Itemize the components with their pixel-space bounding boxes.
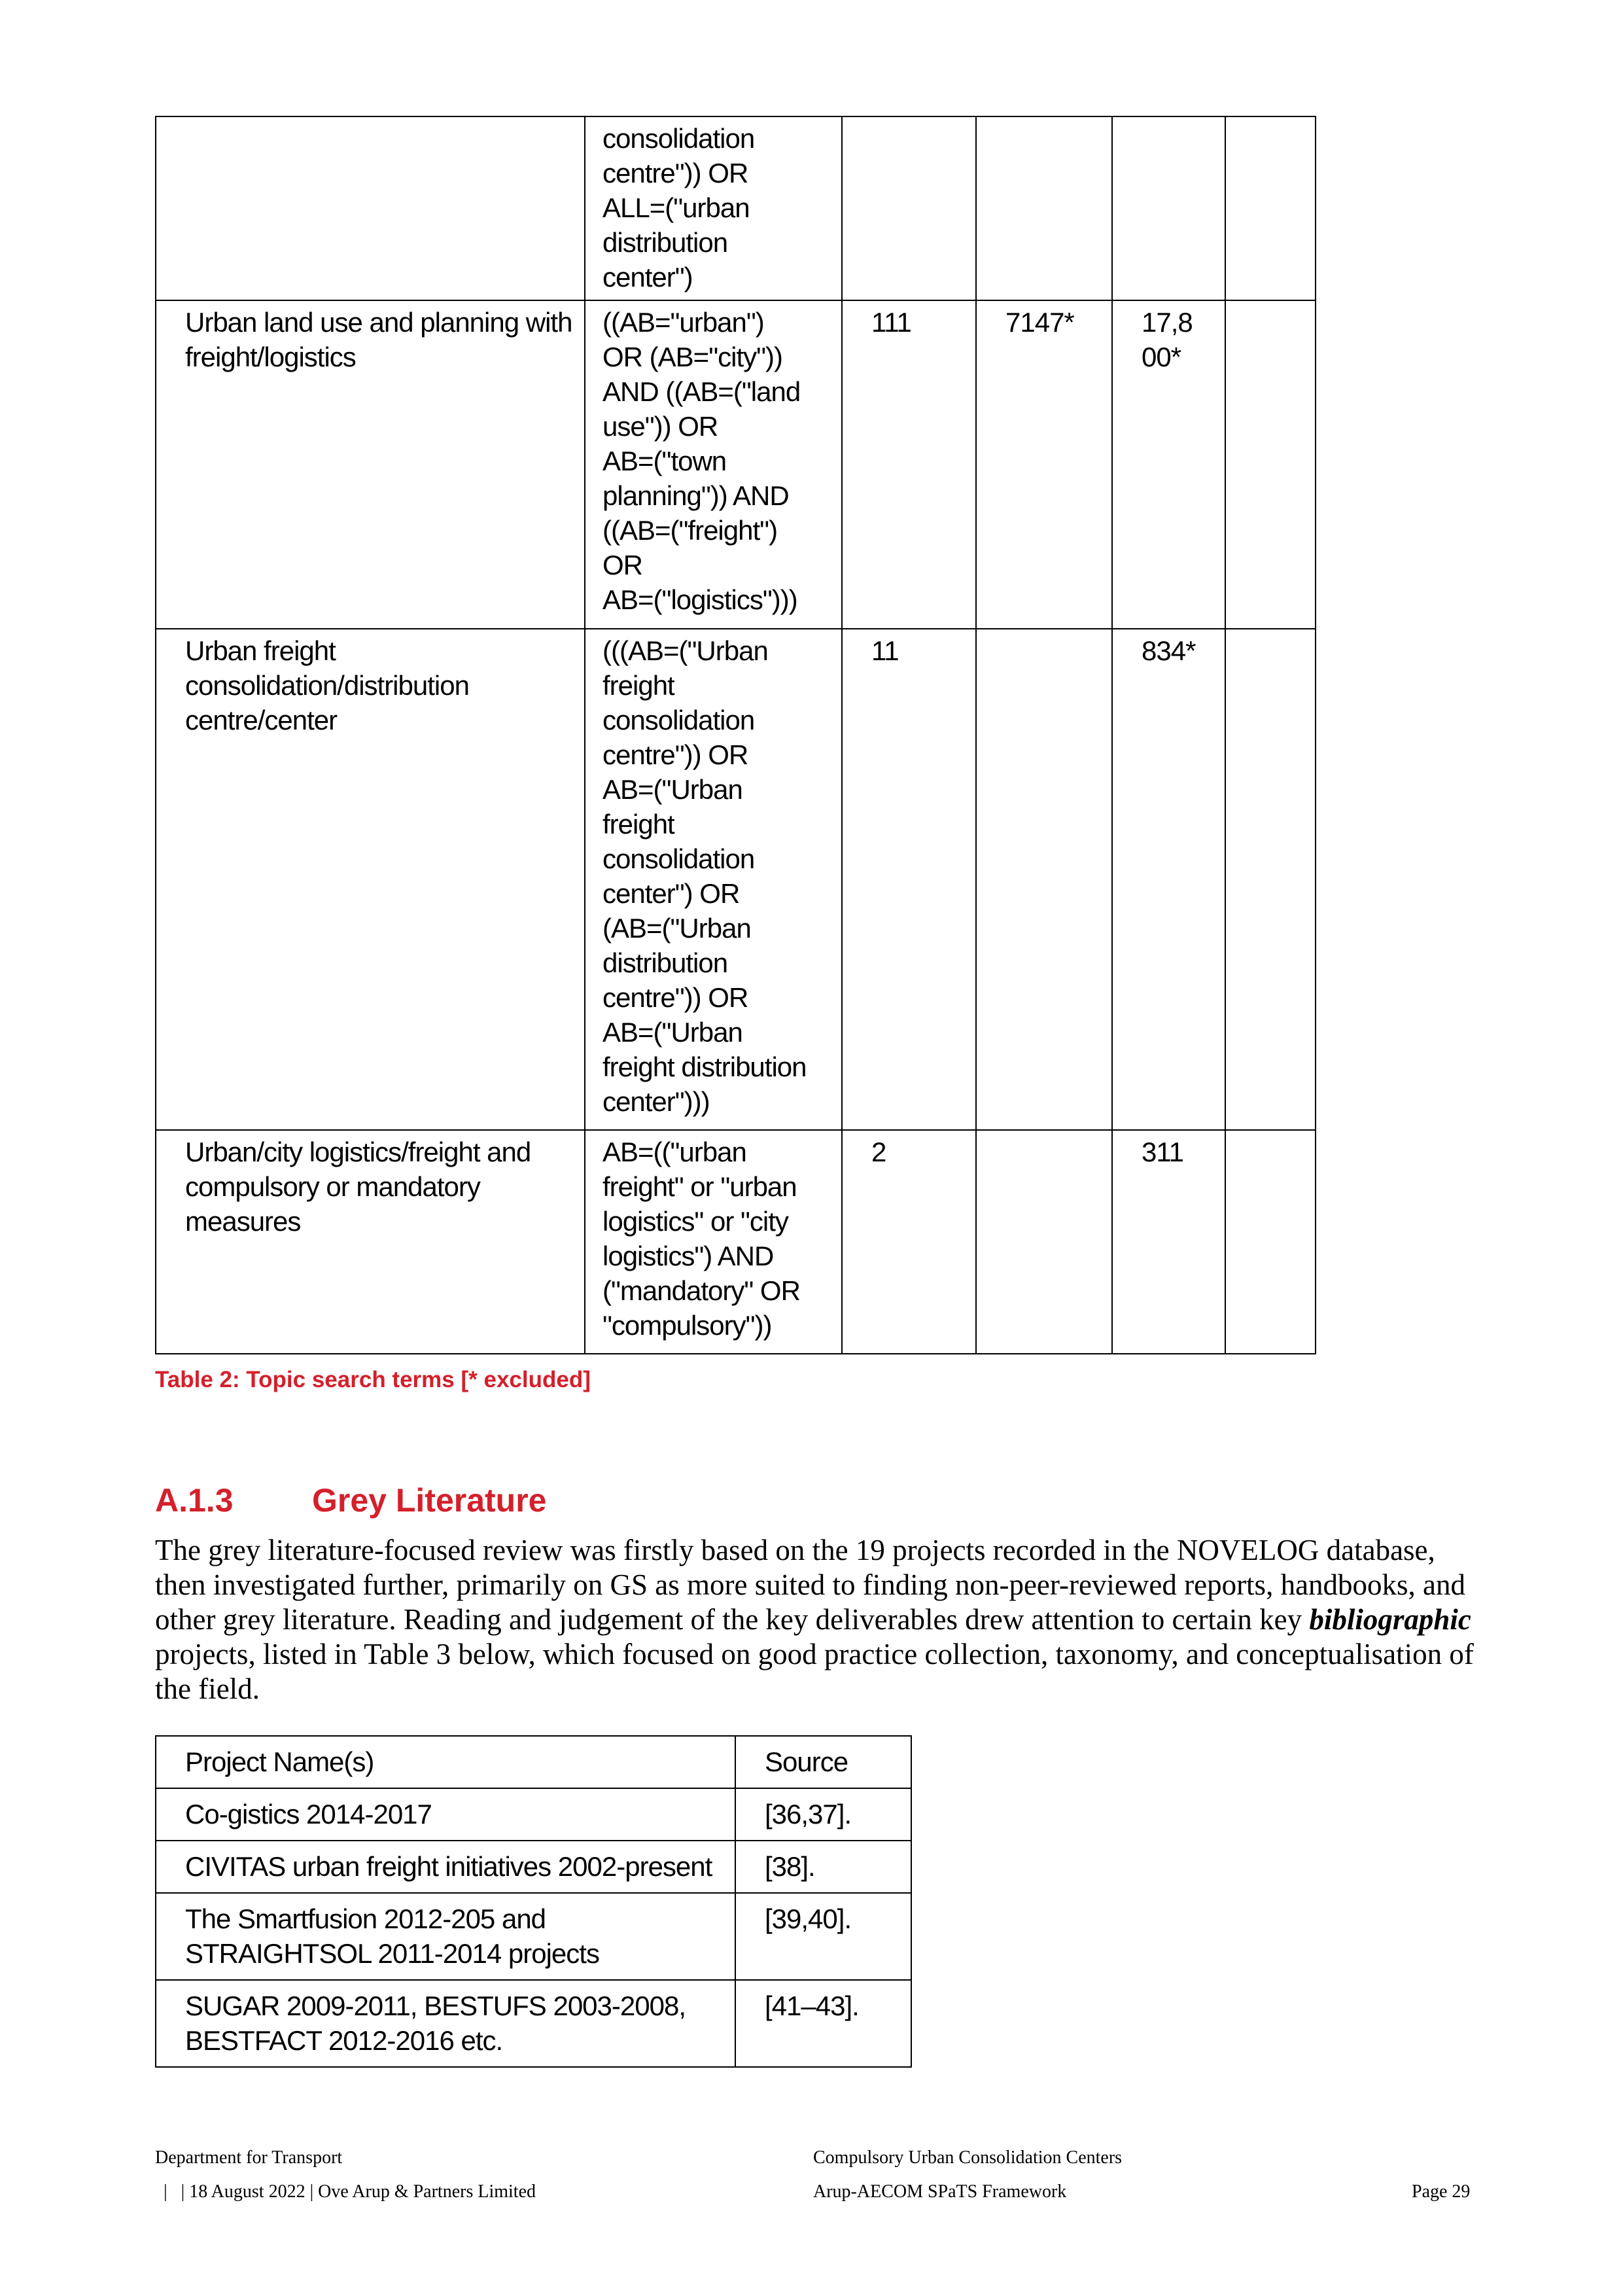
section-heading: [155, 1481, 546, 1519]
footer-client: Department for Transport: [155, 2147, 343, 2168]
table-row: [156, 1980, 911, 2067]
footer-document-title: Compulsory Urban Consolidation Centers: [813, 2147, 1123, 2168]
table-caption: Table 2: Topic search terms [* excluded]: [155, 1367, 591, 1392]
footer-date-company: | | 18 August 2022 | Ove Arup & Partners Limited: [164, 2181, 536, 2202]
project-name-cell: Co-gistics 2014-2017: [156, 1788, 735, 1841]
source-cell: [38].: [735, 1841, 911, 1893]
count-cell: [976, 116, 1112, 300]
header-cell-source: Source: [735, 1736, 911, 1788]
header-cell-project-name: Project Name(s): [156, 1736, 735, 1788]
topic-cell: Urban freight consolidation/distribution centre/center: [156, 629, 585, 1130]
count-cell: 111: [842, 300, 976, 629]
table-row: [156, 300, 1316, 629]
search-terms-cell: AB=(("urban freight" or "urban logistics" or "city logistics") AND ("mandatory" OR "compulsory")): [585, 1130, 842, 1354]
count-cell: [976, 1130, 1112, 1354]
table-row: [156, 1130, 1316, 1354]
table-row: [156, 1893, 911, 1980]
paragraph-text: The grey literature-focused review was firstly based on the 19 projects recorded in the NOVELOG database, then investigated further, primarily on GS as more suited to finding non-peer-reviewed reports, handbooks, and other grey literature. Reading and judgement of the key deliverables drew attention to certain key: [155, 1534, 1466, 1636]
count-cell: [842, 116, 976, 300]
table-row: [156, 1841, 911, 1893]
project-sources-table: [155, 1735, 912, 2068]
count-cell: [1225, 116, 1316, 300]
table-row: [156, 116, 1316, 300]
count-cell: [1225, 629, 1316, 1130]
project-name-cell: The Smartfusion 2012-205 and STRAIGHTSOL 2011-2014 projects: [156, 1893, 735, 1980]
body-paragraph: [155, 1533, 1483, 1706]
footer-framework: Arup-AECOM SPaTS Framework: [813, 2181, 1067, 2202]
search-terms-cell: ((AB="urban") OR (AB="city")) AND ((AB=("land use")) OR AB=("town planning")) AND ((AB=("freight") OR AB=("logistics"))): [585, 300, 842, 629]
project-name-cell: CIVITAS urban freight initiatives 2002-present: [156, 1841, 735, 1893]
project-name-cell: SUGAR 2009-2011, BESTUFS 2003-2008, BESTFACT 2012-2016 etc.: [156, 1980, 735, 2067]
source-cell: [41–43].: [735, 1980, 911, 2067]
search-terms-cell: (((AB=("Urban freight consolidation centre")) OR AB=("Urban freight consolidation center") OR (AB=("Urban distribution centre")) OR AB=("Urban freight distribution center"))): [585, 629, 842, 1130]
emphasis-text: bibliographic: [1309, 1603, 1471, 1636]
paragraph-text: projects, listed in Table 3 below, which focused on good practice collection, taxonomy, and conceptualisation of the field.: [155, 1638, 1474, 1705]
section-number: A.1.3: [155, 1482, 234, 1519]
count-cell: [1112, 116, 1225, 300]
count-cell: 311: [1112, 1130, 1225, 1354]
table-row: [156, 629, 1316, 1130]
count-cell: 7147*: [976, 300, 1112, 629]
topic-search-terms-table: [155, 116, 1316, 1354]
source-cell: [36,37].: [735, 1788, 911, 1841]
section-title: Grey Literature: [312, 1482, 547, 1519]
topic-cell: Urban/city logistics/freight and compulsory or mandatory measures: [156, 1130, 585, 1354]
search-terms-cell: consolidation centre")) OR ALL=("urban distribution center"): [585, 116, 842, 300]
topic-cell: Urban land use and planning with freight/logistics: [156, 300, 585, 629]
count-cell: [1225, 300, 1316, 629]
footer-page-number: Page 29: [1412, 2181, 1471, 2202]
count-cell: 2: [842, 1130, 976, 1354]
count-cell: 11: [842, 629, 976, 1130]
count-cell: 17,8 00*: [1112, 300, 1225, 629]
source-cell: [39,40].: [735, 1893, 911, 1980]
topic-cell: [156, 116, 585, 300]
table-row: [156, 1788, 911, 1841]
count-cell: [1225, 1130, 1316, 1354]
count-cell: [976, 629, 1112, 1130]
count-cell: 834*: [1112, 629, 1225, 1130]
table-header-row: [156, 1736, 911, 1788]
